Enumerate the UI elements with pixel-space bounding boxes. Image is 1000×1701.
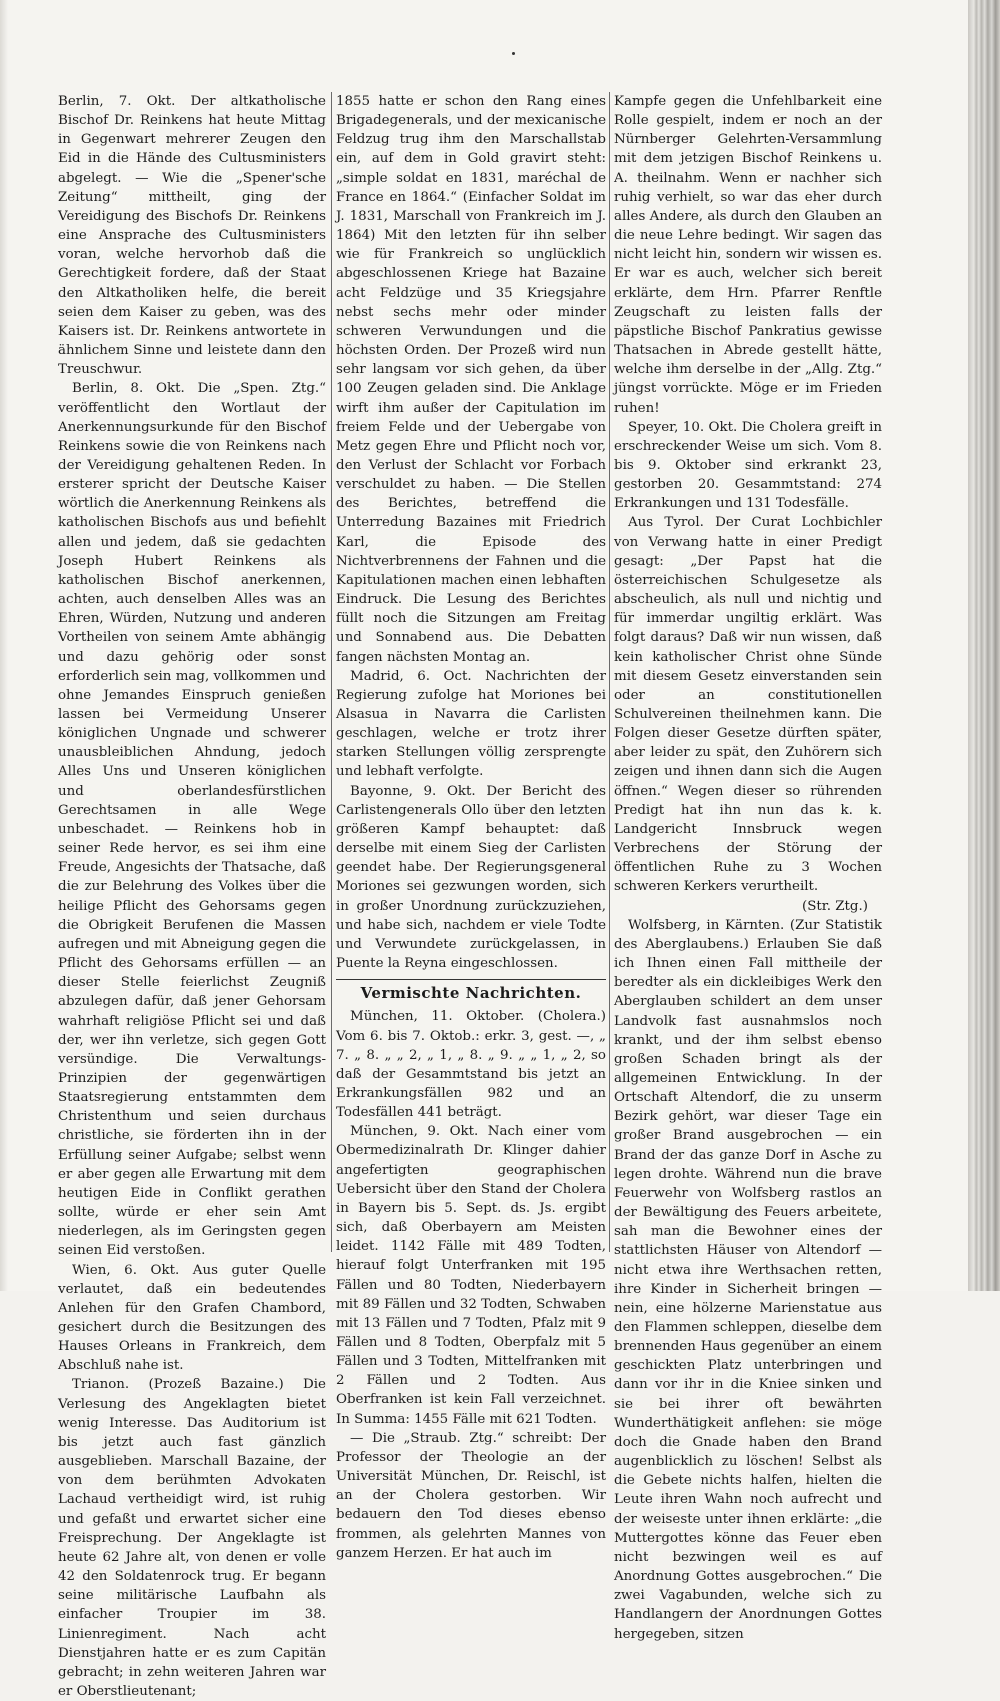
source-note: (Str. Ztg.) — [802, 898, 868, 914]
article-berlin-7-okt: Berlin, 7. Okt. Der altkatholische Bischof Dr. Reinkens hat heute Mittag in Gegenwart mehrerer Zeugen den Eid in die Hände des Cultusministers abgelegt. — Wie die „Spener'sche Zeitung“ mittheilt, ging der Vereidigung des Bischofs Dr. Reinkens eine Ansprache des Cultusministers voran, welche hervorhob daß die Gerechtigkeit fordere, daß der Staat den Altkatholiken helfe, die bereit seien dem Kaiser zu geben, was des Kaisers ist. Dr. Reinkens antwortete in ähnlichem Sinne und leistete dann den Treuschwur. — [58, 94, 326, 378]
column-3 — [614, 92, 882, 1642]
article-wien: Wien, 6. Okt. Aus guter Quelle verlautet, daß ein bedeutendes Anlehen für den Grafen Chambord, gesichert durch die Besitzungen des Hauses Orleans in Frankreich, dem Abschluß nahe ist. — [58, 1262, 326, 1374]
article-speyer: Speyer, 10. Okt. Die Cholera greift in erschreckender Weise um sich. Vom 8. bis 9. Oktober sind erkrankt 23, gestorben 20. Gesammtstand: 274 Erkrankungen und 131 Todesfälle. — [614, 419, 882, 512]
column-1 — [58, 92, 326, 1699]
page-binding — [0, 0, 8, 1291]
page-edges — [968, 0, 1000, 1291]
article-reischl-continued: Kampfe gegen die Unfehlbarkeit eine Rolle gespielt, indem er noch an der Nürnberger Gelehrten-Versammlung mit dem jetzigen Bischof Reinkens u. A. theilnahm. Wenn er nachher sich ruhig verhielt, so war das eher durch alles Andere, als durch den Glauben an die neue Lehre bedingt. Wir sagen das nicht leicht hin, sondern wir wissen es. Er war es auch, welcher sich bereit erklärte, dem Hrn. Pfarrer Renftle Zeugschaft zu leisten falls der päpstliche Bischof Pankratius gewisse Thatsachen in Abrede gestellt hätte, welche ihm derselbe in der „Allg. Ztg.“ jüngst vorrückte. Möge er im Frieden ruhen! — [614, 94, 882, 416]
section-heading: Vermischte Nachrichten. — [360, 984, 582, 1003]
article-wolfsberg: Wolfsberg, in Kärnten. (Zur Statistik des Aberglaubens.) Erlauben Sie daß ich Ihnen einen Fall mittheile der beredter als ein dickleibiges Werk den Aberglauben schildert an dem unser Landvolk fast ausnahmslos noch krankt, und der ihm selbst ebenso großen Schaden bringt als der allgemeinen Entwicklung. In der Ortschaft Altendorf, die zu unserm Bezirk gehört, war dieser Tage ein großer Brand ausgebrochen — ein Brand der das ganze Dorf in Asche zu legen drohte. Während nun die brave Feuerwehr von Wolfsberg rastlos an der Bewältigung des Feuers arbeitete, sah man die Bewohner eines der stattlichsten Häuser von Altendorf — nicht etwa ihre Werthsachen retten, ihre Kinder in Sicherheit bringen — nein, eine hölzerne Marienstatue aus den Flammen schleppen, dieselbe dem brennenden Haus gegenüber an einem geschickten Platz unterbringen und dann vor ihr in die Kniee sinken und sie bei ihrer oft bewährten Wunderthätigkeit anflehen: sie möge doch die Gnade haben den Brand augenblicklich zu löschen! Selbst als die Gebete nichts halfen, hielten die Leute ihren Wahn noch aufrecht und der weiseste unter ihnen erklärte: „die Muttergottes könne das Feuer eben nicht bezwingen weil es auf Anordnung Gottes ausgebrochen.“ Die zwei Vagabunden, welche sich zu Handlangern der Anordnungen Gottes hergegeben, sitzen — [614, 917, 882, 1642]
article-muenchen-cholera: München, 11. Oktober. (Cholera.) Vom 6. bis 7. Oktob.: erkr. 3, gest. —, „ 7. „ 8. „ „ 2, „ 1, „ 8. „ 9. „ „ 1, „ 2, so daß der Gesammtstand bis jetzt an Erkrankungsfällen 982 und an Todesfällen 441 beträgt. — [336, 1009, 606, 1121]
column-divider — [609, 92, 610, 1252]
page-mark — [512, 52, 515, 55]
article-madrid: Madrid, 6. Oct. Nachrichten der Regierung zufolge hat Moriones bei Alsasua in Navarra die Carlisten geschlagen, welche er trotz ihrer starken Stellungen völlig zersprengte und lebhaft verfolgte. — [336, 668, 606, 780]
article-bazaine-continued: 1855 hatte er schon den Rang eines Brigadegenerals, und der mexicanische Feldzug trug ihm den Marschallstab ein, auf dem in Gold gravirt steht: „simple soldat en 1831, maréchal de France en 1864.“ (Einfacher Soldat im J. 1831, Marschall von Frankreich im J. 1864) Mit den letzten für ihn selber wie für Frankreich so unglücklich abgeschlossenen Kriege hat Bazaine acht Feldzüge und 35 Kriegsjahre nebst sechs mehr oder minder schweren Verwundungen und die höchsten Orden. Der Prozeß wird nun sehr langsam vor sich gehen, da über 100 Zeugen geladen sind. Die Anklage wirft ihm außer der Capitulation im freiem Felde und der Uebergabe von Metz gegen Ehre und Pflicht noch vor, den Verlust der Schlacht vor Forbach verschuldet zu haben. — Die Stellen des Berichtes, betreffend die Unterredung Bazaines mit Friedrich Karl, die Episode des Nichtverbrennens der Fahnen und die Kapitulationen machen einen lebhaften Eindruck. Die Lesung des Berichtes füllt noch die Sitzungen am Freitag und Sonnabend aus. Die Debatten fangen nächsten Montag an. — [336, 94, 606, 665]
article-muenchen-statistik: München, 9. Okt. Nach einer vom Obermedizinalrath Dr. Klinger dahier angefertigten geographischen Uebersicht über den Stand der Cholera in Bayern bis 5. Sept. ds. Js. ergibt sich, daß Oberbayern am Meisten leidet. 1142 Fälle mit 489 Todten, hierauf folgt Unterfranken mit 195 Fällen und 80 Todten, Niederbayern mit 89 Fällen und 32 Todten, Schwaben mit 13 Fällen und 7 Todten, Pfalz mit 9 Fällen und 8 Todten, Oberpfalz mit 5 Fällen und 3 Todten, Mittelfranken mit 2 Fällen und 2 Todten. Aus Oberfranken ist kein Fall verzeichnet. In Summa: 1455 Fälle mit 621 Todten. — [336, 1124, 606, 1427]
column-2 — [336, 92, 606, 1561]
article-straub-ztg: — Die „Straub. Ztg.“ schreibt: Der Professor der Theologie an der Universität München, Dr. Reischl, ist an der Cholera gestorben. Wir bedauern den Tod dieses ebenso frommen, als gelehrten Mannes von ganzem Herzen. Er hat auch im — [336, 1430, 606, 1561]
article-berlin-8-okt: Berlin, 8. Okt. Die „Spen. Ztg.“ veröffentlicht den Wortlaut der Anerkennungsurkunde für den Bischof Reinkens sowie die von Reinkens nach der Vereidigung gehaltenen Reden. In ersterer spricht der Deutsche Kaiser wörtlich die Anerkennung Reinkens als katholischen Bischofs aus und befiehlt allen und jedem, daß sie gedachten Joseph Hubert Reinkens als katholischen Bischof anerkennen, achten, auch denselben Alles was an Ehren, Würden, Nutzung und anderen Vortheilen von seinem Amte abhängig und dazu gehörig oder sonst erforderlich sein mag, vollkommen und ohne Jemandes Einspruch genießen lassen bei Vermeidung Unserer königlichen Ungnade und schwerer unausbleiblichen Ahndung, jedoch Alles Uns und Unseren königlichen und oberlandesfürstlichen Gerechtsamen in alle Wege unbeschadet. — Reinkens hob in seiner Rede hervor, es sei ihm eine Freude, Angesichts der Thatsache, daß die zur Belehrung des Volkes über die heilige Pflicht des Gehorsams gegen die Obrigkeit Berufenen die Massen aufregen und mit Abneigung gegen die Pflicht des Gehorsams erfüllen — an dieser Stelle feierlichst Zeugniß abzulegen dafür, daß jener Gehorsam wahrhaft religiöse Pflicht sei und daß der, wer ihn verletze, sich gegen Gott versündige. Die Verwaltungs-Prinzipien der gegenwärtigen Staatsregierung entstammten dem Christenthum und seien durchaus christliche, sie förderten ihn in der Erfüllung seiner Aufgabe; selbst wenn er aber gegen alle Erwartung mit dem heutigen Eide in Conflikt gerathen sollte, würde er eher sein Amt niederlegen, als im Geringsten gegen seinen Eid verstoßen. — [58, 381, 326, 1259]
section-rule — [336, 979, 606, 980]
article-trianon: Trianon. (Prozeß Bazaine.) Die Verlesung des Angeklagten bietet wenig Interesse. Das Auditorium ist bis jetzt auch fast gänzlich ausgeblieben. Marschall Bazaine, der von dem berühmten Advokaten Lachaud vertheidigt wird, ist ruhig und gefaßt und erwartet sicher eine Freisprechung. Der Angeklagte ist heute 62 Jahre alt, von denen er volle 42 den Soldatenrock trug. Er begann seine militärische Laufbahn als einfacher Troupier im 38. Linienregiment. Nach acht Dienstjahren hatte er es zum Capitän gebracht; in zehn weiteren Jahren war er Oberstlieutenant; — [58, 1377, 326, 1699]
article-tyrol: Aus Tyrol. Der Curat Lochbichler von Verwang hatte in einer Predigt gesagt: „Der Papst hat die österreichischen Schulgesetze als abscheulich, als null und nichtig und für immerdar ungiltig erklärt. Was folgt daraus? Daß wir nun wissen, daß kein katholischer Christ ohne Sünde mit diesem Gesetz einverstanden sein oder an constitutionellen Schulvereinen theilnehmen kann. Die Folgen dieser Gesetze dürften später, aber leider zu spät, den Zuhörern sich zeigen und ihnen dann sich die Augen öffnen.“ Wegen dieser so rührenden Predigt hat ihn nun das k. k. Landgericht Innsbruck wegen Verbrechens der Störung der öffentlichen Ruhe zu 3 Wochen schweren Kerkers verurtheilt. — [614, 515, 882, 895]
column-divider — [331, 92, 332, 1252]
article-bayonne: Bayonne, 9. Okt. Der Bericht des Carlistengenerals Ollo über den letzten größeren Kampf behauptet: daß derselbe mit einem Sieg der Carlisten geendet habe. Der Regierungsgeneral Moriones sei gezwungen worden, sich in großer Unordnung zurückzuziehen, und habe sich, nachdem er viele Todte und Verwundete zurückgelassen, in Puente la Reyna eingeschlossen. — [336, 783, 606, 972]
